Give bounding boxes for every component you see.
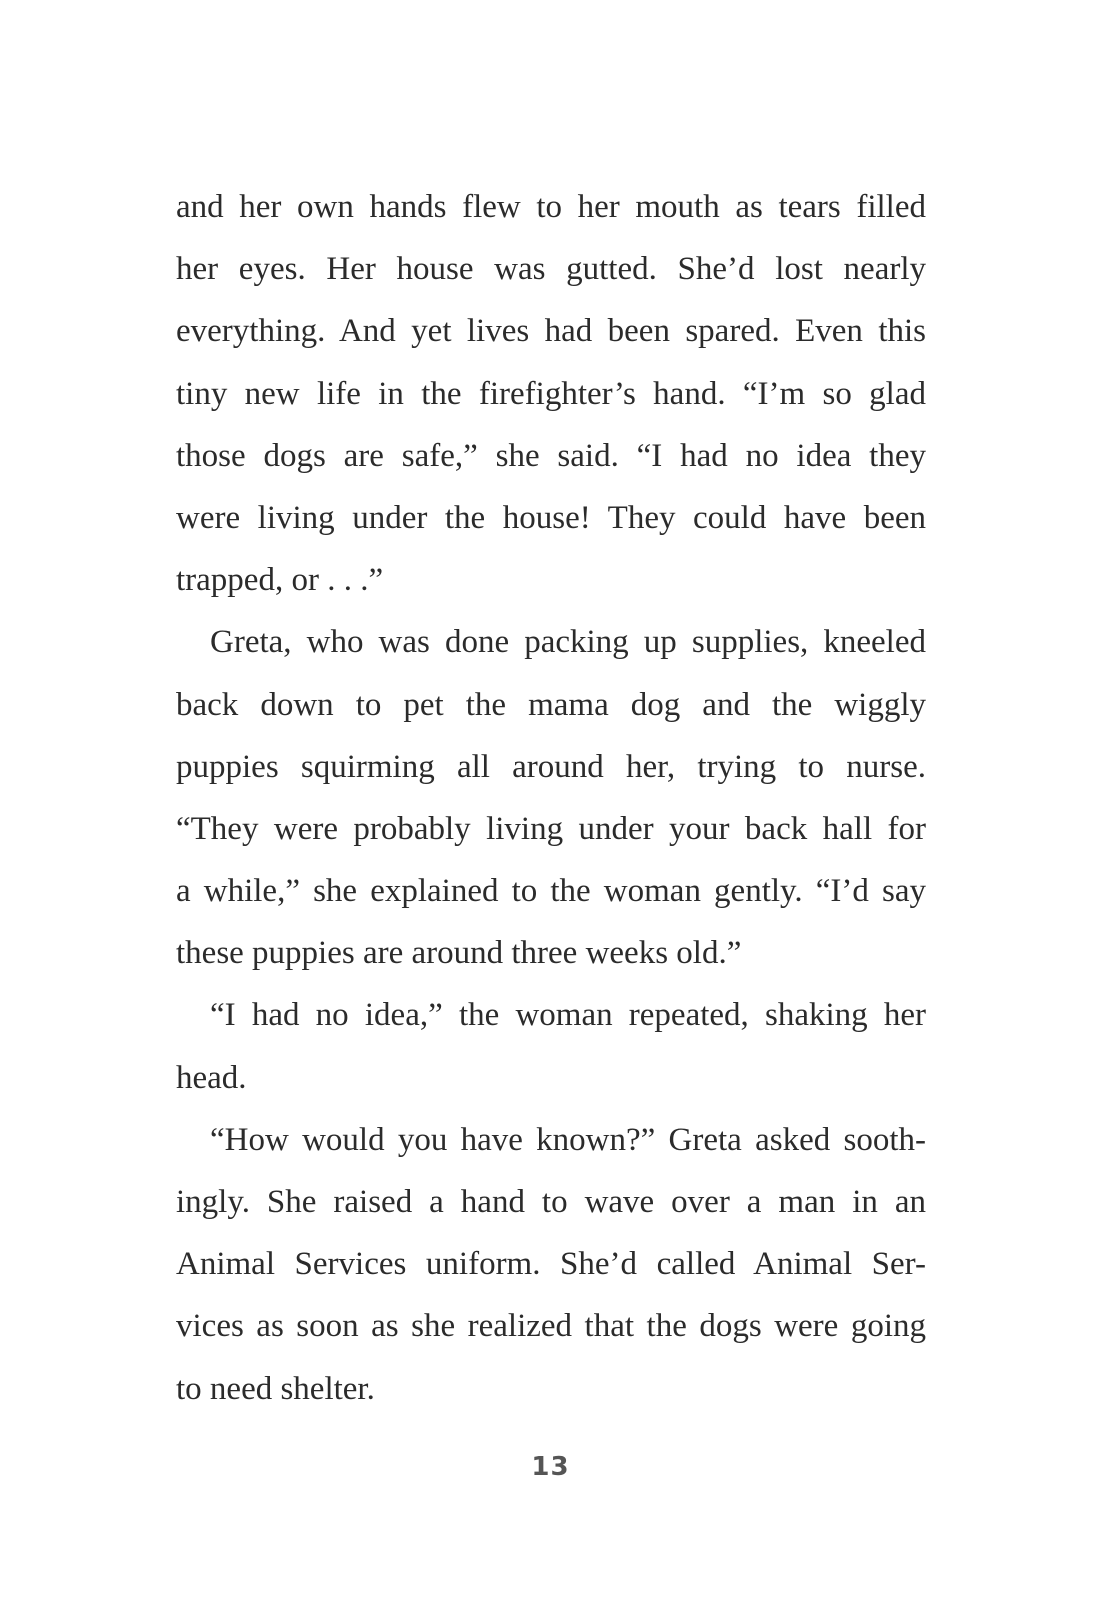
text-line: trapped, or . . .” <box>176 562 384 599</box>
text-line: back down to pet the mama dog and the wiggly <box>176 686 926 723</box>
text-line: puppies squirming all around her, trying to nurse. <box>176 748 926 785</box>
text-line: and her own hands flew to her mouth as tears filled <box>176 189 926 225</box>
page-number: 13 <box>531 1452 570 1482</box>
text-line: head. <box>176 1059 247 1096</box>
text-line: “They were probably living under your back hall for <box>176 810 926 847</box>
text-line: tiny new life in the firefighter’s hand. “I’m so glad <box>176 375 926 412</box>
text-line: her eyes. Her house was gutted. She’d lost nearly <box>176 251 926 288</box>
text-line: these puppies are around three weeks old.” <box>176 935 742 972</box>
text-line: everything. And yet lives had been spared. Even this <box>176 313 926 350</box>
text-line: vices as soon as she realized that the dogs were going <box>176 1308 926 1345</box>
text-line: “How would you have known?” Greta asked sooth- <box>210 1121 926 1158</box>
text-line: to need shelter. <box>176 1370 375 1407</box>
text-line: were living under the house! They could have been <box>176 499 926 536</box>
text-line: a while,” she explained to the woman gently. “I’d say <box>176 873 926 910</box>
text-line: those dogs are safe,” she said. “I had no idea they <box>176 437 926 474</box>
body-text <box>176 176 926 1420</box>
text-line: ingly. She raised a hand to wave over a man in an <box>176 1184 926 1220</box>
text-line: Animal Services uniform. She’d called Animal Ser- <box>176 1246 926 1283</box>
text-line: “I had no idea,” the woman repeated, shaking her <box>210 997 926 1034</box>
text-line: Greta, who was done packing up supplies, kneeled <box>210 624 926 661</box>
